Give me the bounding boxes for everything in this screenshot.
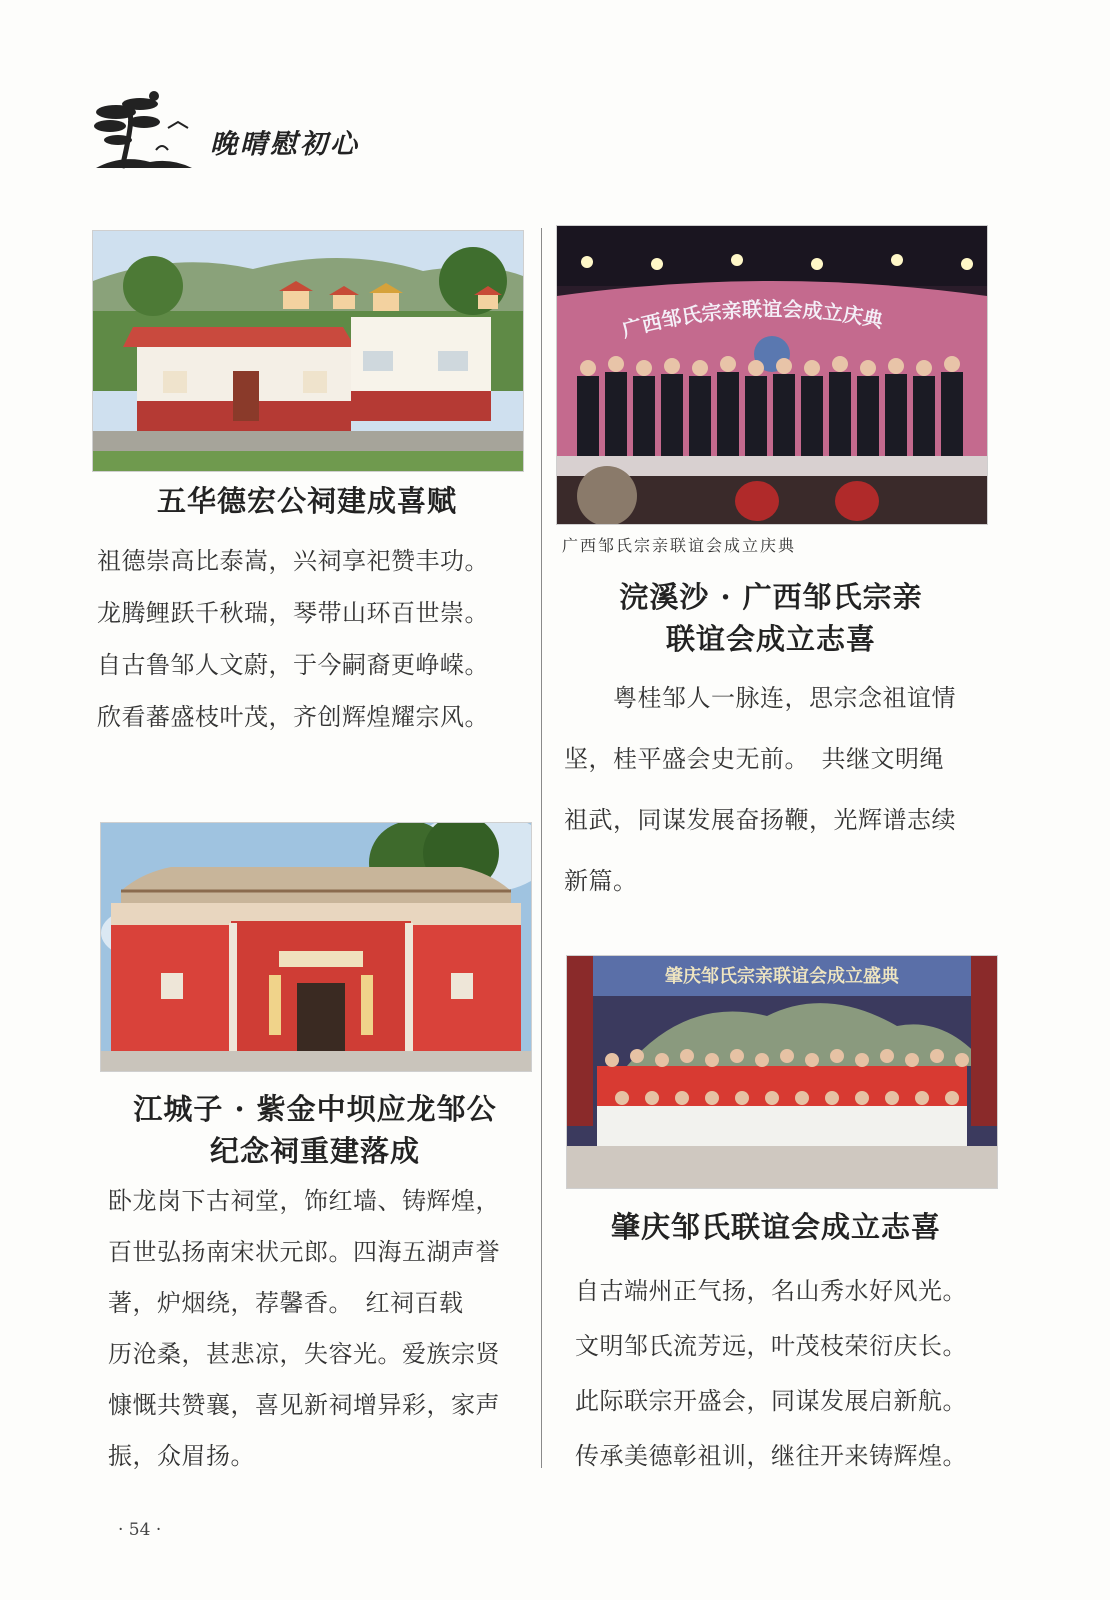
poem4-body <box>575 1264 967 1484</box>
poem3-line: 新篇。 <box>564 867 638 895</box>
poem1-title: 五华德宏公祠建成喜赋 <box>156 484 457 518</box>
poem2-line: 著，炉烟绕，荐馨香。 红祠百载 <box>108 1289 464 1317</box>
poem4-line: 自古端州正气扬，名山秀水好风光。 <box>575 1277 967 1305</box>
header-title: 晚晴慰初心 <box>210 129 360 160</box>
memorial-temple-photo <box>100 822 532 1072</box>
poem3-title <box>556 576 986 660</box>
poem3-line: 祖武，同谋发展奋扬鞭，光辉谱志续 <box>564 806 956 834</box>
poem3-line: 粤桂邹人一脉连，思宗念祖谊情 <box>564 684 956 712</box>
poem2-line: 卧龙岗下古祠堂，饰红墙、铸辉煌， <box>108 1187 500 1215</box>
zhaoqing-group-photo <box>566 955 998 1189</box>
poem3-title-line2: 联谊会成立志喜 <box>665 622 876 656</box>
poem1-body <box>97 535 489 743</box>
poem4-title: 肇庆邹氏联谊会成立志喜 <box>610 1210 941 1244</box>
poem2-line: 振，众眉扬。 <box>108 1442 255 1470</box>
pine-tree-logo-icon <box>92 88 202 174</box>
poem1-line: 龙腾鲤跃千秋瑞，琴带山环百世崇。 <box>97 599 489 627</box>
poem2-title-line1: 江城子 · 紫金中坝应龙邹公 <box>133 1092 497 1126</box>
poem2-line: 历沧桑，甚悲凉，失容光。爱族宗贤 <box>108 1340 500 1368</box>
column-divider <box>541 228 542 1468</box>
poem2-line: 百世弘扬南宋状元郎。四海五湖声誉 <box>108 1238 500 1266</box>
poem4-line: 此际联宗开盛会，同谋发展启新航。 <box>575 1387 967 1415</box>
poem3-line: 坚，桂平盛会史无前。 共继文明绳 <box>564 745 944 773</box>
poem2-title <box>100 1088 530 1172</box>
photo1-caption: 广西邹氏宗亲联谊会成立庆典 <box>562 536 797 555</box>
poem3-title-line1: 浣溪沙 · 广西邹氏宗亲 <box>619 580 923 614</box>
page-number: · 54 · <box>118 1520 162 1540</box>
poem1-line: 欣看蕃盛枝叶茂，齐创辉煌耀宗风。 <box>97 703 489 731</box>
banner-text: 广西邹氏宗亲联谊会成立庆典 <box>619 296 885 343</box>
poem3-body <box>564 668 956 912</box>
poem2-body <box>108 1176 500 1482</box>
ancestral-hall-photo <box>92 230 524 472</box>
poem2-title-line2: 纪念祠重建落成 <box>209 1134 420 1168</box>
poem2-line: 慷慨共赞襄，喜见新祠增异彩，家声 <box>108 1391 500 1419</box>
poem4-line: 传承美德彰祖训，继往开来铸辉煌。 <box>575 1442 967 1470</box>
poem1-line: 祖德崇高比泰嵩，兴祠享祀赞丰功。 <box>97 547 489 575</box>
poem4-line: 文明邹氏流芳远，叶茂枝荣衍庆长。 <box>575 1332 967 1360</box>
poem1-line: 自古鲁邹人文蔚，于今嗣裔更峥嵘。 <box>97 651 489 679</box>
guangxi-ceremony-photo <box>556 225 988 525</box>
page-header <box>92 88 422 178</box>
banner-text: 肇庆邹氏宗亲联谊会成立盛典 <box>665 966 899 987</box>
